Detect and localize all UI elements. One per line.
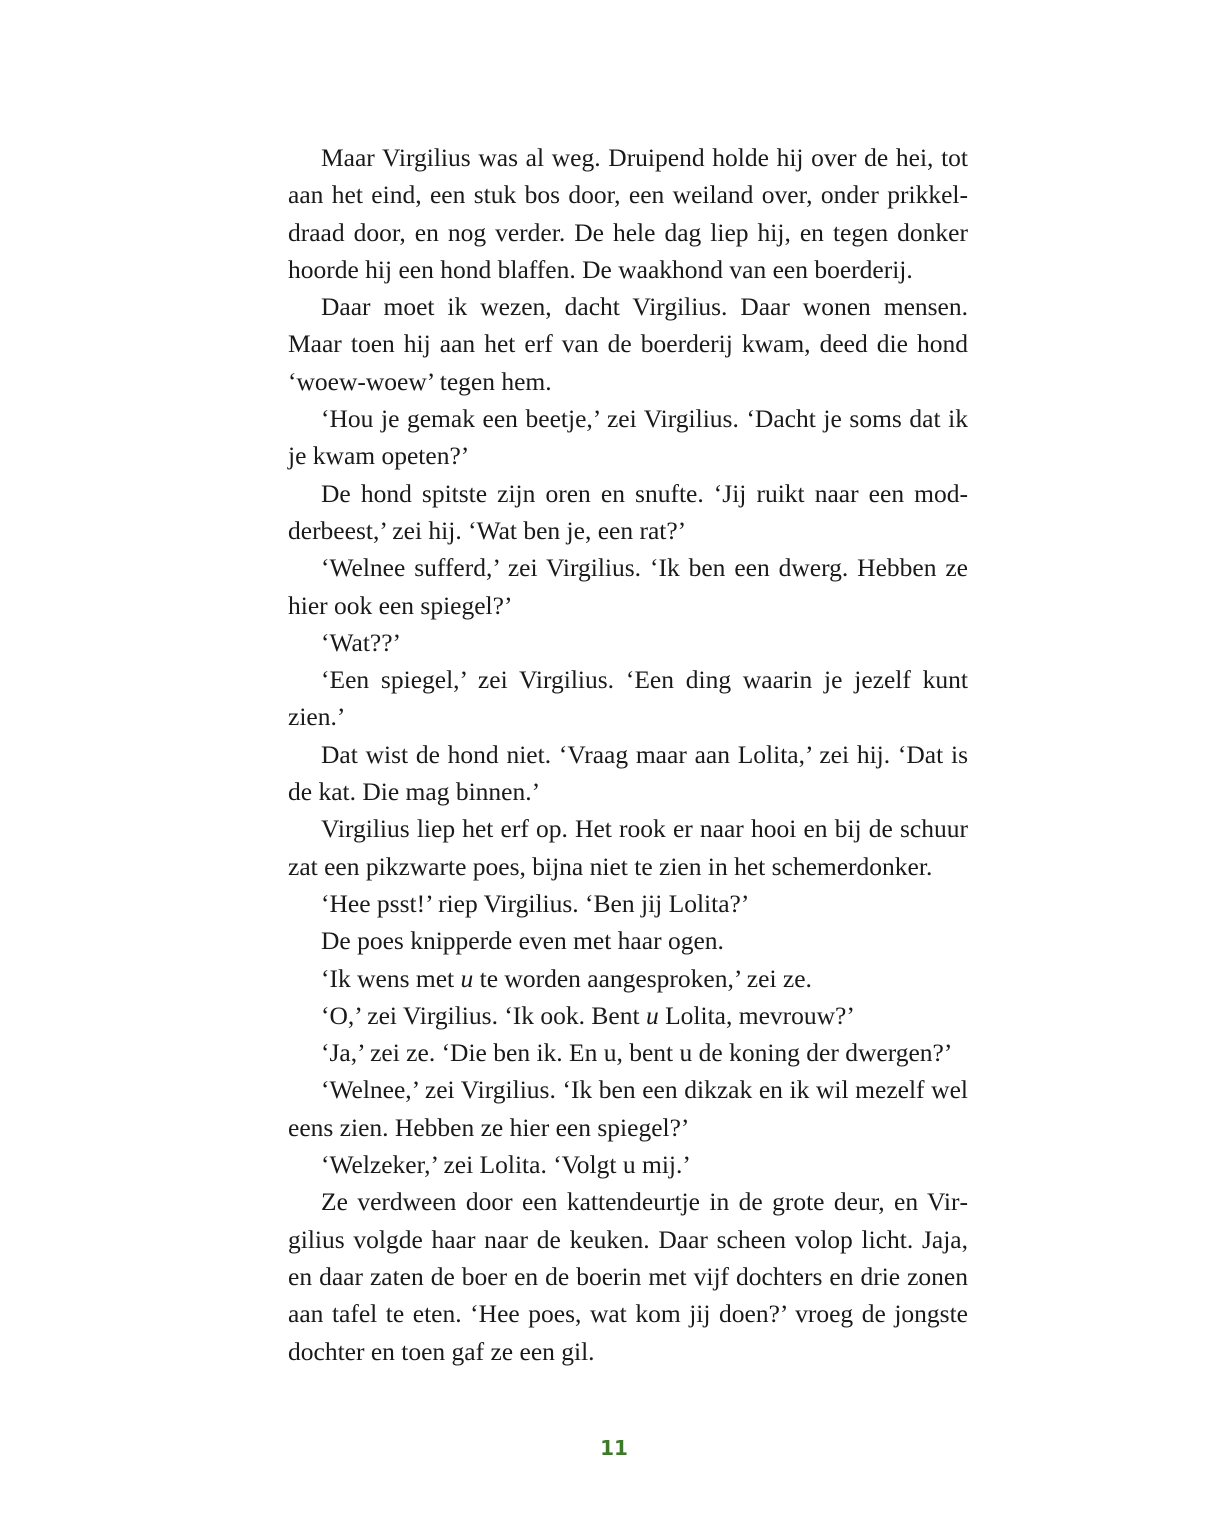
- paragraph: ‘Welnee sufferd,’ zei Virgilius. ‘Ik ben een dwerg. Hebben ze hier ook een spiegel?’: [288, 553, 968, 620]
- paragraph: De poes knipperde even met haar ogen.: [321, 926, 724, 956]
- paragraph: Maar Virgilius was al weg. Druipend holde hij over de hei, tot aan het eind, een stuk bos door, een weiland over, onder prikkeldraad door, en nog verder. De hele dag liep hij, en tegen donker hoorde hij een hond blaffen. De waakhond van een boerderij.: [288, 143, 968, 284]
- text-run: Lolita, mevrouw?’: [658, 1000, 855, 1030]
- paragraph: Dat wist de hond niet. ‘Vraag maar aan Lolita,’ zei hij. ‘Dat is de kat. Die mag binnen.’: [288, 739, 968, 807]
- paragraph: ‘Hou je gemak een beetje,’ zei Virgilius. ‘Dacht je soms dat ik je kwam opeten?’: [288, 404, 968, 471]
- paragraph: Virgilius liep het erf op. Het rook er naar hooi en bij de schuur zat een pikzwarte poes, bijna niet te zien in het schemerdonker.: [288, 814, 968, 881]
- paragraph: ‘Een spiegel,’ zei Virgilius. ‘Een ding waarin je jezelf kunt zien.’: [288, 665, 968, 732]
- paragraph-with-emphasis: [288, 960, 968, 997]
- page-number: 11: [600, 1436, 628, 1460]
- paragraph: ‘Ja,’ zei ze. ‘Die ben ik. En u, bent u de koning der dwergen?’: [321, 1038, 953, 1068]
- paragraph: ‘Welnee,’ zei Virgilius. ‘Ik ben een dikzak en ik wil mezelf wel eens zien. Hebben ze hier een spiegel?’: [288, 1075, 968, 1142]
- paragraph: ‘Welzeker,’ zei Lolita. ‘Volgt u mij.’: [321, 1150, 691, 1180]
- paragraph-with-emphasis: [288, 997, 968, 1034]
- emphasis: u: [460, 963, 474, 993]
- text-run: ‘O,’ zei Virgilius. ‘Ik ook. Bent: [321, 1000, 646, 1030]
- text-run: ‘Ik wens met: [321, 963, 461, 993]
- paragraph: ‘Hee psst!’ riep Virgilius. ‘Ben jij Lolita?’: [321, 888, 750, 918]
- body-text: [288, 139, 968, 1370]
- paragraph: Daar moet ik wezen, dacht Virgilius. Daar wonen mensen. Maar toen hij aan het erf van de boerderij kwam, deed die hond ‘woew-woew’ tegen hem.: [288, 292, 968, 396]
- paragraph: De hond spitste zijn oren en snufte. ‘Jij ruikt naar een modderbeest,’ zei hij. ‘Wat ben je, een rat?’: [288, 478, 968, 545]
- emphasis: u: [645, 1000, 659, 1030]
- paragraph: ‘Wat??’: [321, 627, 402, 657]
- text-run: te worden aangesproken,’ zei ze.: [473, 963, 812, 993]
- paragraph: Ze verdween door een kattendeurtje in de grote deur, en Virgilius volgde haar naar de keuken. Daar scheen volop licht. Jaja, en daar zaten de boer en de boerin met vijf dochters en drie zonen aan tafel te eten. ‘Hee poes, wat kom jij doen?’ vroeg de jongste dochter en toen gaf ze een gil.: [288, 1187, 968, 1366]
